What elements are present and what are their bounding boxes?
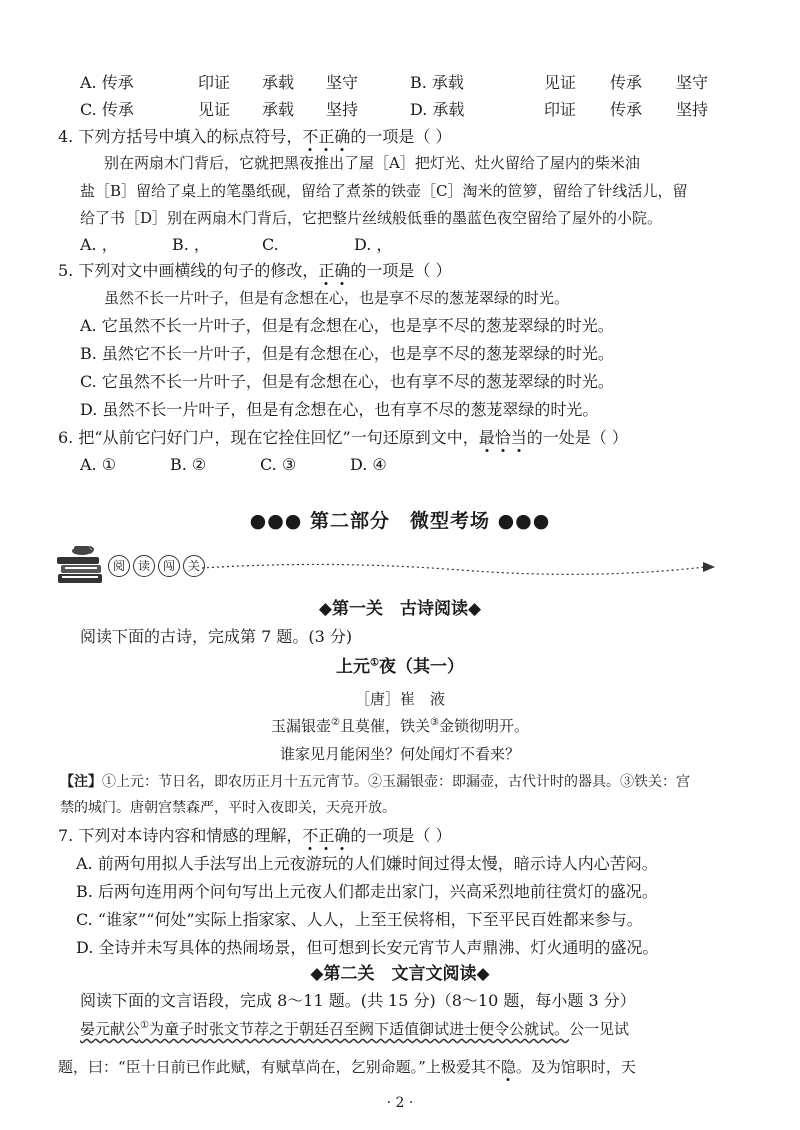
q5-option-a: A. 它虽然不长一片叶子，但是有念想在心，也是享不尽的葱茏翠绿的时光。	[80, 316, 614, 335]
badge-char-4: 关	[183, 555, 205, 577]
q4-option-c: C.	[262, 235, 279, 254]
q7-option-b: B. 后两句连用两个问句写出上元夜人们都走出家门，兴高采烈地前往赏灯的盛况。	[76, 882, 658, 901]
badge-char-1: 阅	[108, 555, 130, 577]
part2-title: ●●● 第二部分 微型考场 ●●●	[249, 510, 551, 532]
q5-stem-emphasis	[318, 261, 350, 280]
q7-stem-pre: 7. 下列对本诗内容和情感的理解，	[58, 826, 303, 845]
poem-line-1-b: 且莫催，铁关	[339, 717, 430, 735]
q5-stem	[58, 260, 451, 282]
emphasis-char: 确	[334, 261, 351, 280]
poem-notes-line-1	[60, 771, 690, 793]
q3-option-c-4: 坚持	[326, 100, 359, 119]
note-text-1: ①上元：节日名，即农历正月十五元宵节。②玉漏银壶：即漏壶，古代计时的器具。③铁关：宫	[102, 774, 690, 790]
badge-char-3: 闯	[158, 555, 180, 577]
q5-stem-post: 的一项是（ ）	[350, 261, 452, 280]
q5-option-d: D. 虽然不长一片叶子，但是有念想在心，也有享不尽的葱茏翠绿的时光。	[80, 400, 599, 419]
q3-option-d-2: 印证	[544, 100, 577, 119]
q4-passage-line-2: 盐［B］留给了桌上的笔墨纸砚，留给了煮茶的铁壶［C］淘米的笸箩，留给了针线活儿，留	[80, 182, 688, 200]
passage-line-2-b: 。及为馆职时，天	[515, 1058, 636, 1076]
poem-line-1-c: 金锁彻明开。	[438, 717, 529, 735]
q4-stem-emphasis	[302, 127, 350, 146]
poem-title	[0, 656, 800, 678]
emphasis-char: 当	[510, 428, 527, 447]
passage-line-1-b: 为童子时张文节荐之于朝廷召至阙下适值御试进士便令公就试。	[148, 1020, 569, 1038]
emphasis-char: 确	[334, 826, 351, 845]
q7-stem	[58, 825, 452, 847]
poem-note-mark-2: ②	[331, 717, 340, 728]
pass1-title: ◆第一关 古诗阅读◆	[318, 599, 482, 619]
q5-quote: 虽然不长一片叶子，但是有念想在心，也是享不尽的葱茏翠绿的时光。	[104, 289, 570, 307]
emphasis-char: 正	[318, 826, 335, 845]
q6-stem-pre: 6. 把“从前它闩好门户，现在它拴住回忆”一句还原到文中，	[58, 428, 479, 447]
passage-underlined-sentence	[80, 1020, 569, 1038]
passage-line-1-c: 公一见试	[569, 1020, 630, 1038]
q6-option-d: D. ④	[350, 455, 387, 474]
q3-option-c-2: 见证	[198, 100, 231, 119]
poem-notes-line-2: 禁的城门。唐朝宫禁森严，平时入夜即关，天亮开放。	[60, 800, 396, 816]
q6-stem-emphasis	[479, 428, 527, 447]
q4-option-b: B. ，	[172, 235, 210, 254]
q7-stem-post: 的一项是（ ）	[350, 826, 452, 845]
q3-option-d-3: 传承	[610, 100, 643, 119]
q5-stem-pre: 5. 下列对文中画横线的句子的修改，	[58, 261, 319, 280]
q4-stem-post: 的一项是（ ）	[350, 127, 452, 146]
emphasis-char: 正	[318, 261, 335, 280]
poem-title-b: 夜（其一）	[378, 657, 464, 677]
pass2-intro: 阅读下面的文言语段，完成 8～11 题。(共 15 分)（8～10 题，每小题 3 分）	[80, 991, 636, 1010]
q7-option-d: D. 全诗并未写具体的热闹场景，但可想到长安元宵节人声鼎沸、灯火通明的盛况。	[76, 938, 659, 957]
q3-option-a-4: 坚守	[326, 73, 359, 92]
q3-option-d-4: 坚持	[676, 100, 709, 119]
poem-title-note-mark: ①	[370, 657, 379, 669]
q3-option-c-3: 承载	[262, 100, 295, 119]
page-number: · 2 ·	[386, 1095, 414, 1111]
badge-char-2: 读	[133, 555, 155, 577]
q5-option-b: B. 虽然它不长一片叶子，但是有念想在心，也是享不尽的葱茏翠绿的时光。	[80, 344, 614, 363]
q7-option-c: C. “谁家”“何处”实际上指家家、人人，上至王侯将相，下至平民百姓都来参与。	[76, 910, 643, 929]
q3-option-b-2: 见证	[544, 73, 577, 92]
poem-title-a: 上元	[336, 657, 371, 677]
reading-badge	[108, 555, 205, 577]
q3-option-b-1: B. 承载	[410, 73, 464, 92]
q3-options-row-2	[80, 99, 708, 121]
passage-line-2	[58, 1056, 636, 1078]
poem-line-2: 谁家见月能闲坐？何处闻灯不看来？	[279, 745, 520, 763]
emphasis-char: 正	[318, 127, 335, 146]
q7-option-a: A. 前两句用拟人手法写出上元夜游玩的人们嫌时间过得太慢，暗示诗人内心苦闷。	[76, 854, 658, 873]
q3-option-a-2: 印证	[198, 73, 231, 92]
q5-option-c: C. 它虽然不长一片叶子，但是有念想在心，也有享不尽的葱茏翠绿的时光。	[80, 372, 614, 391]
emphasis-char: 确	[334, 127, 351, 146]
emphasis-char: 不	[302, 826, 319, 845]
q4-option-a: A. ，	[80, 235, 118, 254]
books-cup-icon	[52, 540, 110, 588]
q4-options	[80, 234, 392, 256]
poem-author: ［唐］崔 液	[354, 690, 445, 708]
emphasis-char: 恰	[494, 428, 511, 447]
emphasis-char: 最	[478, 428, 495, 447]
q3-option-a-3: 承载	[262, 73, 295, 92]
q7-stem-emphasis	[302, 826, 350, 845]
passage-emphasis-char: 隐	[500, 1058, 516, 1076]
pass1-intro: 阅读下面的古诗，完成第 7 题。(3 分)	[80, 627, 353, 646]
q3-option-b-3: 传承	[610, 73, 643, 92]
passage-line-1	[80, 1018, 629, 1040]
passage-line-1-a: 晏元献公	[80, 1020, 141, 1038]
q6-stem	[58, 427, 628, 449]
q4-stem	[58, 126, 452, 148]
passage-note-mark-1: ①	[140, 1020, 149, 1031]
q6-option-b: B. ②	[170, 455, 207, 474]
emphasis-char: 不	[302, 127, 319, 146]
note-label: 【注】	[60, 774, 102, 790]
pass2-title: ◆第二关 文言文阅读◆	[310, 964, 490, 984]
q6-options	[80, 454, 387, 476]
poem-note-mark-3: ③	[430, 717, 439, 728]
q6-stem-post: 的一处是（ ）	[526, 428, 628, 447]
q4-stem-pre: 4. 下列方括号中填入的标点符号，	[58, 127, 303, 146]
q3-options-row-1	[80, 72, 708, 94]
q4-passage-line-3: 给了书［D］别在两扇木门背后，它把整片丝绒般低垂的墨蓝色夜空留给了屋外的小院。	[80, 209, 663, 227]
q3-option-c-1: C. 传承	[80, 100, 134, 119]
q4-passage-line-1: 别在两扇木门背后，它就把黑夜推出了屋［A］把灯光、灶火留给了屋内的柴米油	[104, 154, 640, 172]
q3-option-b-4: 坚守	[676, 73, 709, 92]
q3-option-d-1: D. 承载	[410, 100, 465, 119]
q3-option-a-1: A. 传承	[80, 73, 134, 92]
q6-option-c: C. ③	[260, 455, 297, 474]
poem-line-1	[0, 715, 800, 737]
q4-option-d: D. ，	[354, 235, 393, 254]
q6-option-a: A. ①	[80, 455, 117, 474]
dotted-arrow-icon	[200, 556, 720, 578]
poem-line-1-a: 玉漏银壶	[271, 717, 332, 735]
passage-line-2-a: 题，曰：“臣十日前已作此赋，有赋草尚在，乞别命题。”上极爱其不	[58, 1058, 501, 1076]
